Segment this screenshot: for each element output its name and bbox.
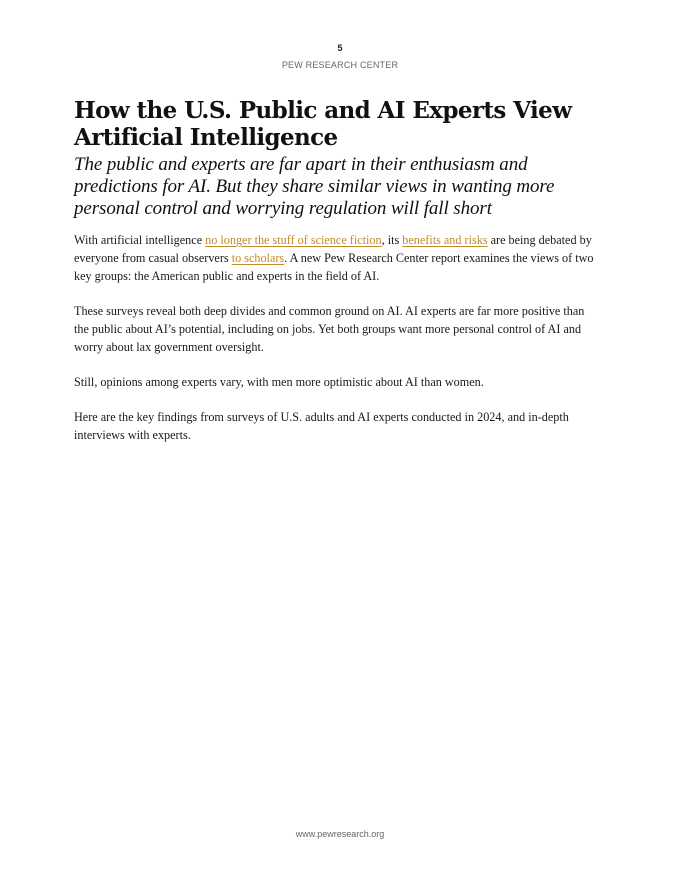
paragraph-text: . A new Pew Research Center report examines the views of two key groups: the American public and experts in the field of AI. (74, 251, 594, 283)
paragraph-text: are being debated by everyone from casual observers (74, 233, 592, 265)
article (74, 97, 594, 461)
paragraph-divides: These surveys reveal both deep divides and common ground on AI. AI experts are far more positive than the public about AI’s potential, including on jobs. Yet both groups want more personal control of AI and worry about lax government oversight. (74, 304, 585, 354)
article-body (74, 231, 594, 444)
page-header (0, 42, 680, 70)
article-subtitle: The public and experts are far apart in their enthusiasm and predictions for AI. But they share similar views in wanting more personal control and worrying regulation will fall short (74, 154, 555, 219)
page-number: 5 (337, 43, 343, 53)
paragraph-intro (74, 231, 594, 285)
link-to-scholars[interactable]: to scholars (231, 251, 285, 265)
paragraph-text: With artificial intelligence (74, 233, 206, 247)
link-science-fiction[interactable]: no longer the stuff of science fiction (205, 233, 382, 247)
paragraph-key-findings: Here are the key findings from surveys of U.S. adults and AI experts conducted in 2024, and in-depth interviews with experts. (74, 410, 569, 442)
org-name: PEW RESEARCH CENTER (281, 60, 399, 70)
link-benefits-and-risks[interactable]: benefits and risks (402, 233, 488, 247)
paragraph-opinions: Still, opinions among experts vary, with men more optimistic about AI than women. (74, 375, 484, 389)
article-title: How the U.S. Public and AI Experts View Artificial Intelligence (74, 97, 572, 151)
paragraph-text: , its (381, 233, 403, 247)
footer-url: www.pewresearch.org (295, 829, 385, 839)
